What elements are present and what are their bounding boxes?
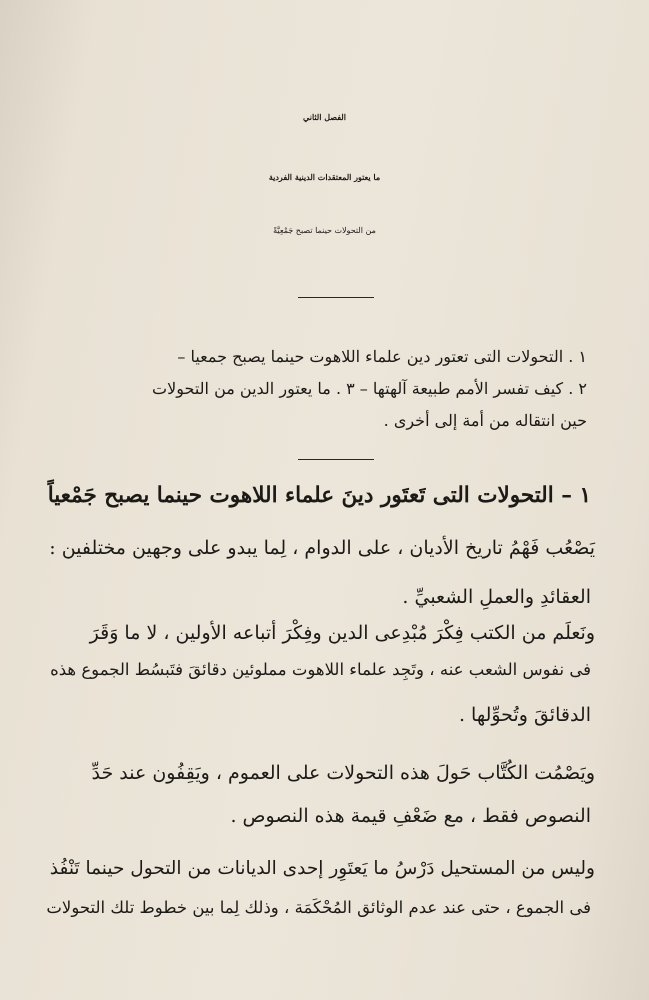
paragraph-line: ونَعلَم من الكتب فِكْرَ مُبْدِعى الدين وفِكْرَ أتباعه الأولين ، لا ما وَقَرَ <box>89 622 595 644</box>
paragraph-line: فى الجموع ، حتى عند عدم الوثائق المُحْكَمَة ، وذلك لِما بين خطوط تلك التحولات <box>46 898 591 917</box>
paragraph-line: وليس من المستحيل دَرْسُ ما يَعتَوِر إحدى الديانات من التحول حينما تَنْفُذ <box>49 858 595 879</box>
summary-line: ١ . التحولات التى تعتور دين علماء اللاهوت حينما يصبح جمعيا – <box>177 347 587 366</box>
section-divider <box>298 297 374 298</box>
chapter-subtitle: من التحولات حينما تصبح جَمْعِيَّةً <box>273 226 376 235</box>
paragraph-line: النصوص فقط ، مع ضَعْفِ قيمة هذه النصوص . <box>230 805 591 827</box>
summary-line: ٢ . كيف تفسر الأمم طبيعة آلهتها – ٣ . ما يعتور الدين من التحولات <box>152 379 587 398</box>
chapter-title: ما يعتور المعتقدات الدينية الفردية <box>268 172 381 182</box>
chapter-label: الفصل الثاني <box>303 112 346 122</box>
section-heading: ١ – التحولات التى تَعتَور دينَ علماء اللاهوت حينما يصبح جَمْعياً <box>47 483 591 508</box>
paragraph-line: الدقائقَ وتُحوِّلها . <box>458 704 591 726</box>
summary-line: حين انتقاله من أمة إلى أخرى . <box>383 411 587 430</box>
paragraph-line: العقائدِ والعملِ الشعبيِّ . <box>402 586 591 608</box>
section-divider <box>298 459 374 460</box>
paragraph-line: يَصْعُب فَهْمُ تاريخ الأديان ، على الدوام ، لِما يبدو على وجهين مختلفين : <box>49 537 595 559</box>
paragraph-line: فى نفوس الشعب عنه ، وتَجِد علماء اللاهوت مملوئين دقائقَ فتَبسُط الجموع هذه <box>50 660 591 679</box>
paragraph-line: ويَصْمُت الكُتَّاب حَولَ هذه التحولات على العموم ، ويَقِفُون عند حَدِّ <box>91 762 595 784</box>
